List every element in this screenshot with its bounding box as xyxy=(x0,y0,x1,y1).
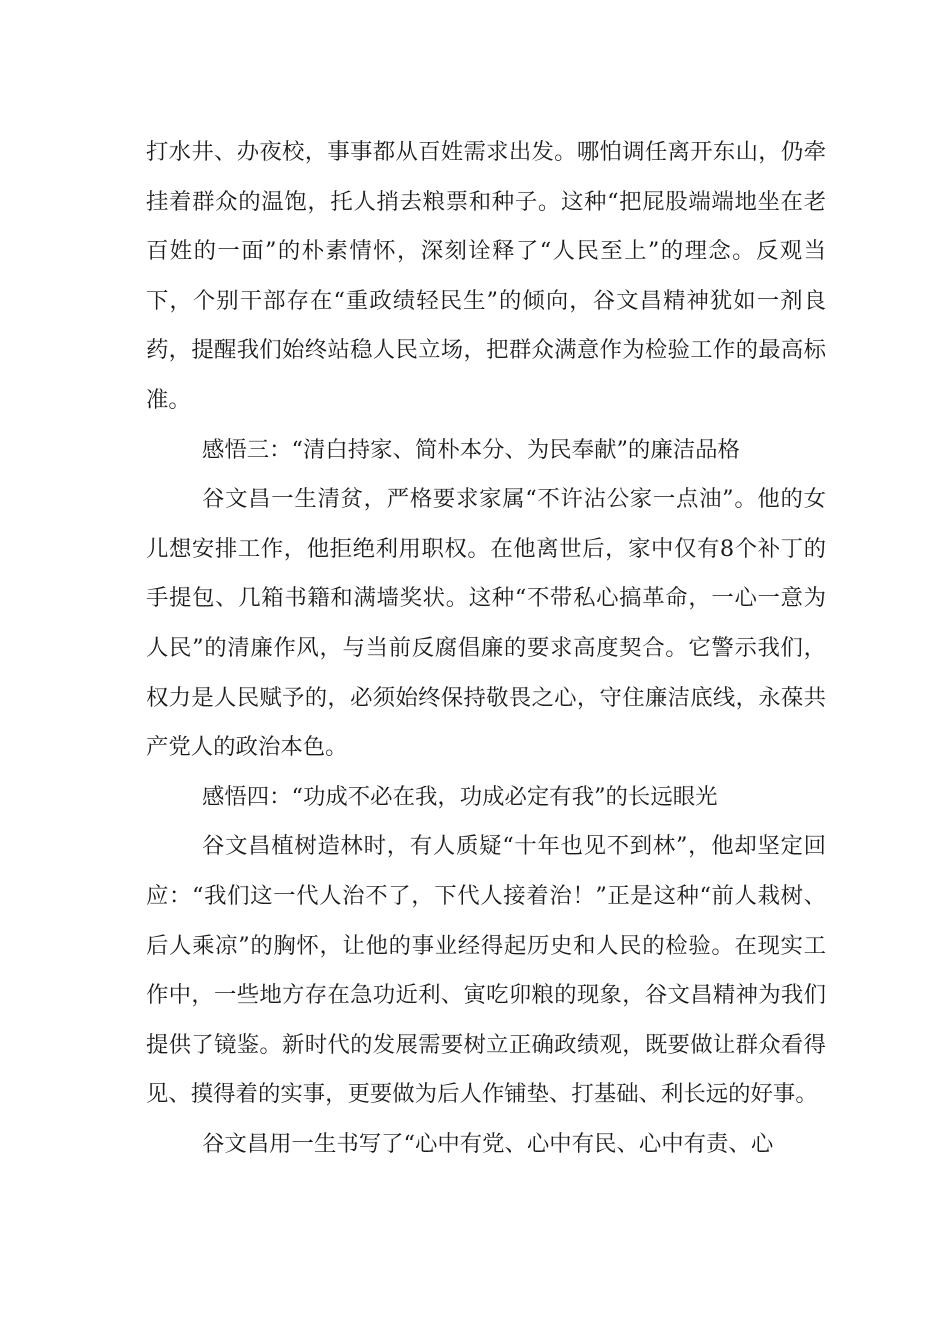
body-paragraph: 谷文昌一生清贫，严格要求家属“不许沾公家一点油”。他的女儿想安排工作，他拒绝利用职权。在他离世后，家中仅有8个补丁的手提包、几箱书籍和满墙奖状。这种“不带私心搞革命，一心一意为人民”的清廉作风，与当前反腐倡廉的要求高度契合。它警示我们，权力是人民赋予的，必须始终保持敬畏之心，守住廉洁底线，永葆共产党人的政治本色。 xyxy=(146,486,826,761)
section-heading: 感悟四：“功成不必在我，功成必定有我”的长远眼光 xyxy=(202,783,718,810)
document-body xyxy=(146,128,826,1169)
section-heading: 感悟三：“清白持家、简朴本分、为民奉献”的廉洁品格 xyxy=(202,436,740,463)
body-paragraph: 打水井、办夜校，事事都从百姓需求出发。哪怕调任离开东山，仍牵挂着群众的温饱，托人捎去粮票和种子。这种“把屁股端端地坐在老百姓的一面”的朴素情怀，深刻诠释了“人民至上”的理念。反观当下，个别干部存在“重政绩轻民生”的倾向，谷文昌精神犹如一剂良药，提醒我们始终站稳人民立场，把群众满意作为检验工作的最高标准。 xyxy=(146,139,826,413)
body-paragraph: 谷文昌用一生书写了“心中有党、心中有民、心中有责、心 xyxy=(202,1130,774,1157)
body-paragraph: 谷文昌植树造林时，有人质疑“十年也见不到林”，他却坚定回应：“我们这一代人治不了，下代人接着治！”正是这种“前人栽树、后人乘凉”的胸怀，让他的事业经得起历史和人民的检验。在现实工作中，一些地方存在急功近利、寅吃卯粮的现象，谷文昌精神为我们提供了镜鉴。新时代的发展需要树立正确政绩观，既要做让群众看得见、摸得着的实事，更要做为后人作铺垫、打基础、利长远的好事。 xyxy=(146,833,826,1108)
